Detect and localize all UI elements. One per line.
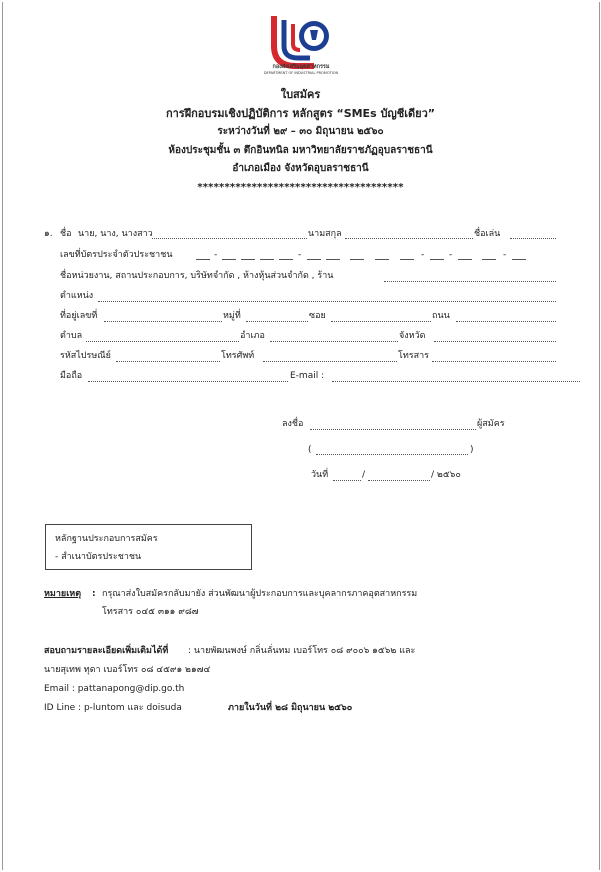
course-title: การฝึกอบรมเชิงปฏิบัติการ หลักสูตร “SMEs บัญชีเดียว” [165, 106, 436, 120]
email-field[interactable] [332, 381, 580, 382]
contact-text-1: : นายพัฒนพงษ์ กลิ่นลั่นทม เบอร์โทร ๐๘ ๙๐๐๖ ๑๕๖๒ และ [188, 646, 416, 656]
nickname-label: ชื่อเล่น [474, 229, 501, 239]
road-field[interactable] [456, 321, 556, 322]
phone-field[interactable] [263, 361, 397, 362]
postcode-field[interactable] [116, 361, 220, 362]
contact-email: Email : pattanapong@dip.go.th [44, 684, 185, 694]
name-field[interactable] [152, 238, 307, 239]
id-card-label: เลขที่บัตรประจำตัวประชาชน [60, 250, 173, 260]
course-date: ระหว่างวันที่ ๒๙ – ๓๐ มิถุนายน ๒๕๖๐ [217, 126, 384, 137]
postcode-label: รหัสไปรษณีย์ [60, 351, 111, 361]
amphoe-label: อำเภอ [240, 331, 265, 341]
surname-field[interactable] [345, 238, 473, 239]
position-label: ตำแหน่ง [60, 291, 94, 301]
fax-field[interactable] [432, 361, 556, 362]
contact-text-2: นายสุเทพ ทุดา เบอร์โทร ๐๘ ๔๕๙๑ ๒๑๗๔ [44, 665, 211, 675]
logo-caption-th: กองส่งเสริมอุตสาหกรรม [272, 64, 330, 70]
title-block [0, 86, 601, 197]
address-field[interactable] [104, 321, 222, 322]
moo-field[interactable] [246, 321, 308, 322]
contact-label: สอบถามรายละเอียดเพิ่มเติมได้ที่ [44, 646, 169, 656]
prefix-options: นาย, นาง, นางสาว [78, 229, 153, 239]
moo-label: หมู่ที่ [223, 311, 241, 321]
note-text-1: กรุณาส่งใบสมัครกลับมายัง ส่วนพัฒนาผู้ประกอบการและบุคลากรภาคอุตสาหกรรม [102, 589, 418, 599]
open-paren: ( [308, 445, 312, 455]
mobile-field[interactable] [88, 381, 288, 382]
phone-label: โทรศัพท์ [221, 351, 255, 361]
tambon-field[interactable] [86, 341, 239, 342]
mobile-label: มือถือ [60, 371, 83, 381]
venue: ห้องประชุมชั้น ๓ ตึกอินทนิล มหาวิทยาลัยราชภัฏอุบลราชธานี [168, 144, 433, 156]
province-label: จังหวัด [399, 331, 426, 341]
form-title: ใบสมัคร [280, 88, 321, 101]
month-field[interactable] [368, 480, 430, 481]
printed-name-field[interactable] [316, 454, 468, 455]
close-paren: ) [470, 445, 474, 455]
contact-idline: ID Line : p-luntom และ doisuda [44, 703, 182, 713]
email-label: E-mail : [290, 371, 325, 381]
item-number: ๑. [44, 229, 53, 239]
logo-caption-en: DEPARTMENT OF INDUSTRIAL PROMOTION [263, 71, 339, 75]
venue-district: อำเภอเมือง จังหวัดอุบลราชธานี [232, 163, 369, 174]
note-label: หมายเหตุ [44, 589, 82, 599]
day-field[interactable] [333, 480, 361, 481]
year-label: / ๒๕๖๐ [431, 470, 461, 480]
date-label: วันที่ [311, 470, 329, 480]
fax-label: โทรสาร [398, 351, 429, 361]
address-label: ที่อยู่เลขที่ [60, 311, 98, 321]
signature-field[interactable] [310, 429, 476, 430]
position-field[interactable] [98, 301, 556, 302]
sign-label: ลงชื่อ [282, 419, 304, 429]
organization-field[interactable] [384, 281, 556, 282]
soi-field[interactable] [331, 321, 431, 322]
surname-label: นามสกุล [308, 229, 342, 239]
note-text-2: โทรสาร ๐๔๕ ๓๑๑ ๙๘๗ [102, 607, 199, 617]
evidence-item: - สำเนาบัตรประชาชน [55, 552, 142, 562]
nickname-field[interactable] [510, 238, 556, 239]
province-field[interactable] [434, 341, 556, 342]
road-label: ถนน [432, 311, 450, 321]
tambon-label: ตำบล [60, 331, 83, 341]
evidence-title: หลักฐานประกอบการสมัคร [55, 534, 158, 544]
star-divider: ************************************** [197, 181, 404, 193]
amphoe-field[interactable] [270, 341, 398, 342]
applicant-label: ผู้สมัคร [477, 419, 505, 429]
name-label: ชื่อ [60, 229, 72, 239]
note-colon: : [92, 589, 96, 599]
date-slash: / [362, 470, 366, 480]
logo-caption [262, 64, 340, 76]
deadline: ภายในวันที่ ๒๘ มิถุนายน ๒๕๖๐ [228, 703, 353, 713]
organization-label: ชื่อหน่วยงาน, สถานประกอบการ, บริษัทจำกัด , ห้างหุ้นส่วนจำกัด , ร้าน [60, 271, 334, 281]
soi-label: ซอย [309, 311, 326, 321]
evidence-box [45, 524, 252, 570]
